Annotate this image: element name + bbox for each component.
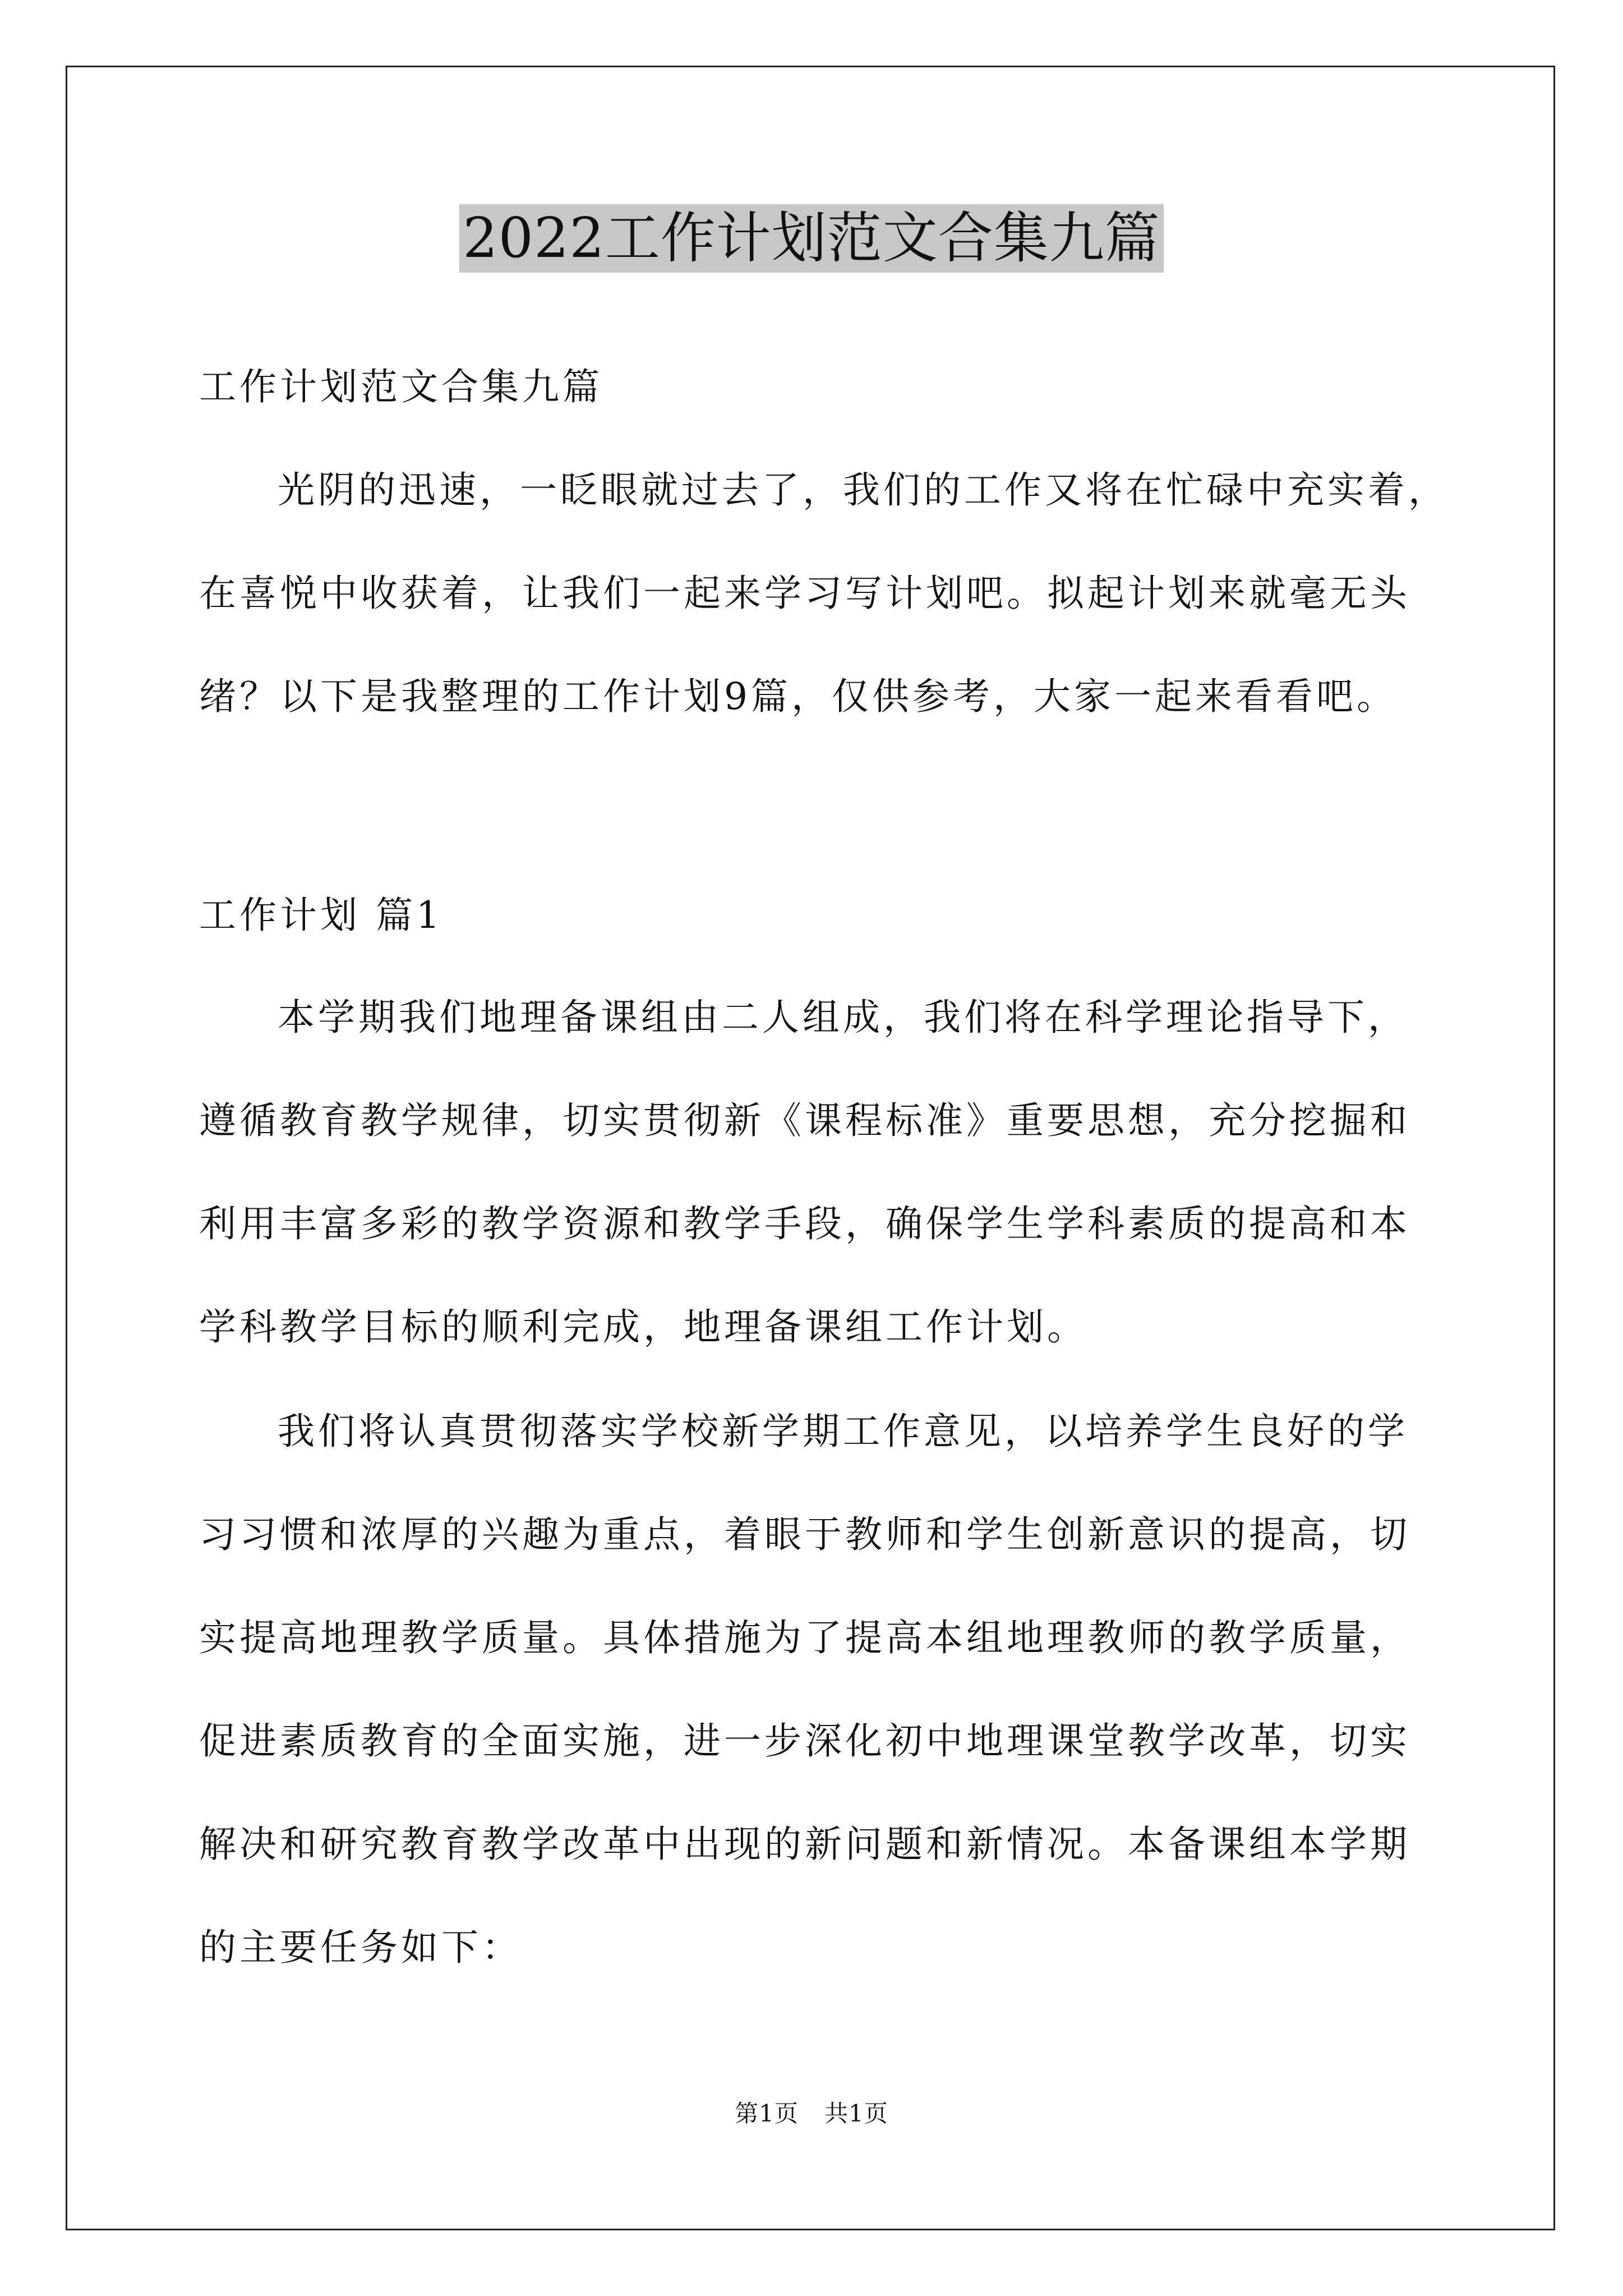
page-total: 共1页	[824, 2100, 888, 2127]
intro-paragraph	[199, 439, 1449, 748]
paragraph-line: 实提高地理教学质量。具体措施为了提高本组地理教师的教学质量，	[199, 1616, 1410, 1659]
document-title-text: 2022工作计划范文合集九篇	[459, 204, 1163, 273]
section-heading	[199, 864, 1433, 967]
paragraph-line: 遵循教育教学规律，切实贯彻新《课程标准》重要思想，充分挖掘和	[199, 1099, 1410, 1142]
paragraph-line: 利用丰富多彩的教学资源和教学手段，确保学生学科素质的提高和本	[199, 1202, 1410, 1245]
paragraph-1	[199, 966, 1433, 1379]
section-heading-text: 工作计划 篇1	[199, 894, 443, 937]
page-footer	[0, 2097, 1623, 2131]
page-number: 第1页	[735, 2100, 799, 2127]
paragraph-line: 的主要任务如下：	[199, 1926, 522, 1969]
document-subtitle	[199, 335, 1433, 439]
intro-line: 光阴的迅速，一眨眼就过去了，我们的工作又将在忙碌中充实着，	[278, 468, 1449, 512]
paragraph-line: 学科教学目标的顺利完成，地理备课组工作计划。	[199, 1305, 1087, 1349]
intro-line: 在喜悦中收获着，让我们一起来学习写计划吧。拟起计划来就毫无头	[199, 572, 1410, 615]
subtitle-line: 工作计划范文合集九篇	[199, 365, 603, 408]
paragraph-line: 本学期我们地理备课组由二人组成，我们将在科学理论指导下，	[278, 996, 1408, 1039]
paragraph-line: 我们将认真贯彻落实学校新学期工作意见，以培养学生良好的学	[278, 1410, 1408, 1453]
paragraph-2	[199, 1380, 1433, 1999]
paragraph-line: 习习惯和浓厚的兴趣为重点，着眼于教师和学生创新意识的提高，切	[199, 1513, 1410, 1556]
intro-line: 绪？以下是我整理的工作计划9篇，仅供参考，大家一起来看看吧。	[199, 675, 1397, 718]
paragraph-line: 解决和研究教育教学改革中出现的新问题和新情况。本备课组本学期	[199, 1823, 1410, 1866]
paragraph-line: 促进素质教育的全面实施，进一步深化初中地理课堂教学改革，切实	[199, 1719, 1410, 1763]
document-title	[0, 199, 1623, 278]
